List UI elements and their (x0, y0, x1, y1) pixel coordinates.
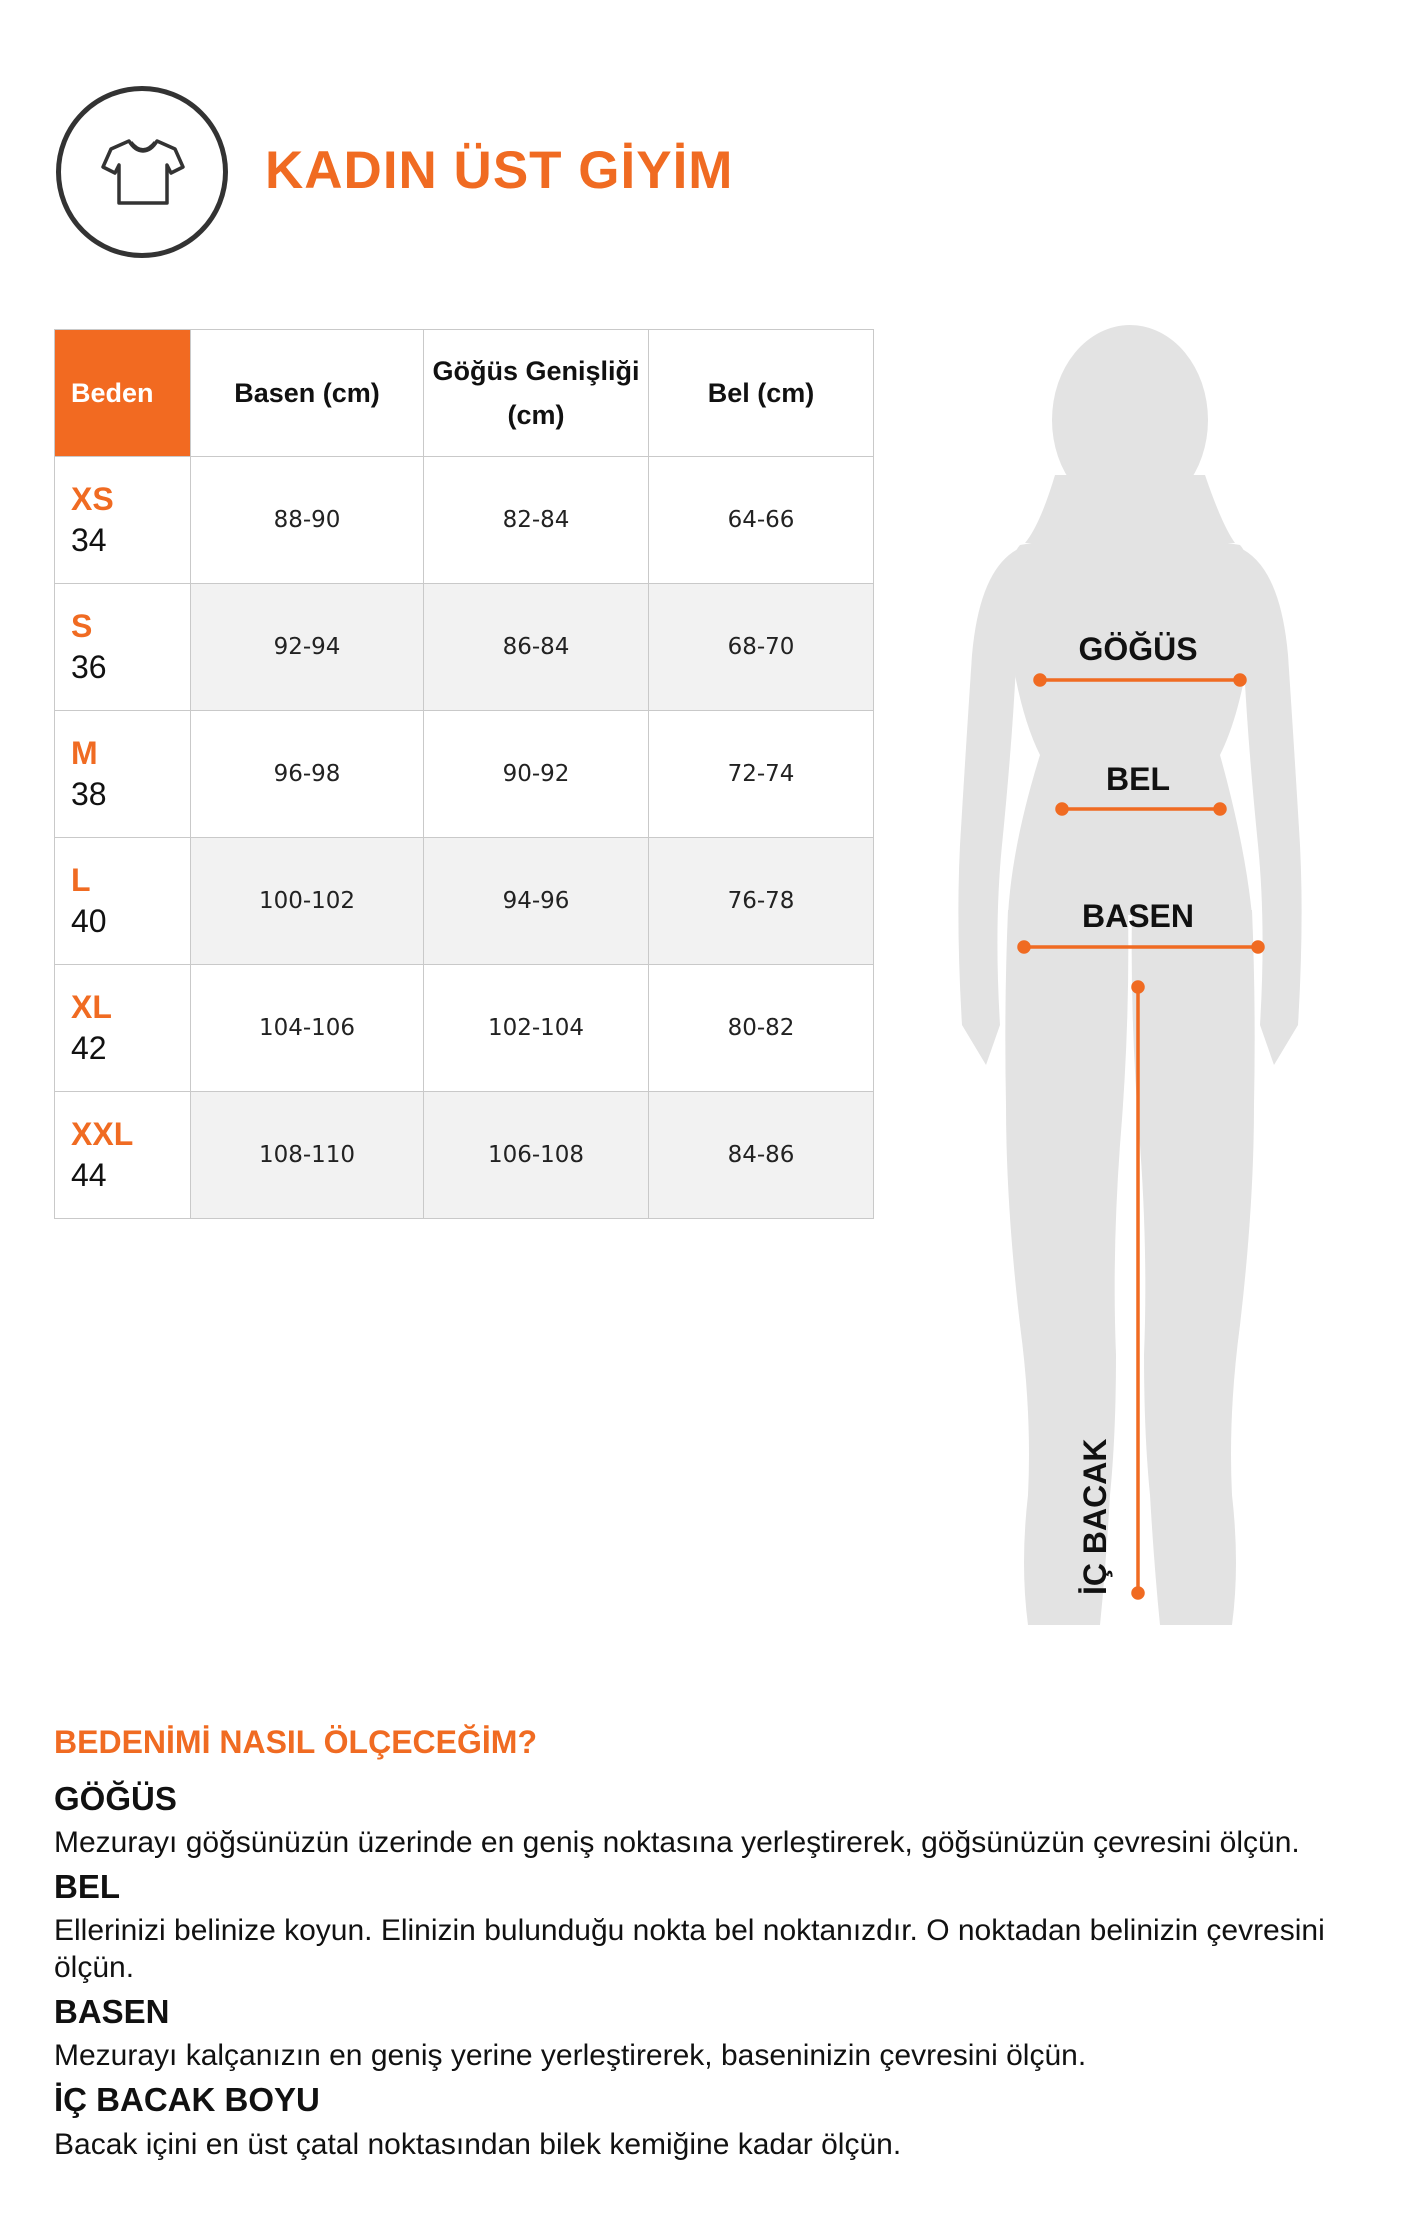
inseam-section-title: İÇ BACAK BOYU (54, 2081, 320, 2118)
header-chest (424, 330, 649, 457)
chest-value: 82-84 (424, 457, 649, 584)
hip-value: 100-102 (191, 838, 424, 965)
inseam-line-end (1133, 982, 1143, 992)
chest-line-end (1235, 675, 1245, 685)
size-cell (55, 965, 191, 1092)
hip-value: 104-106 (191, 965, 424, 1092)
hip-section-title: BASEN (54, 1993, 170, 2030)
waist-section-title: BEL (54, 1868, 120, 1905)
chest-value: 86-84 (424, 584, 649, 711)
size-code: S (71, 608, 93, 644)
waist-value: 68-70 (649, 584, 874, 711)
size-chart-table (54, 329, 874, 1219)
header-chest-line1: Göğüs Genişliği (432, 356, 640, 386)
hip-value: 92-94 (191, 584, 424, 711)
inseam-section-text: Bacak içini en üst çatal noktasından bilek kemiğine kadar ölçün. (54, 2128, 902, 2161)
header-chest-line2: (cm) (507, 400, 565, 430)
waist-label: BEL (1106, 761, 1170, 797)
header-waist: Bel (cm) (649, 330, 874, 457)
size-cell (55, 457, 191, 584)
size-code: M (71, 735, 98, 771)
inseam-label: İÇ BACAK (1077, 1438, 1113, 1595)
size-code: XS (71, 481, 114, 517)
waist-value: 64-66 (649, 457, 874, 584)
waist-value: 76-78 (649, 838, 874, 965)
waist-section-text: Ellerinizi belinize koyun. Elinizin bulunduğu nokta bel noktanızdır. O noktadan belinizin çevresini ölçün. (54, 1914, 1325, 1984)
header-hip: Basen (cm) (191, 330, 424, 457)
table-header-row (55, 330, 874, 457)
table-row (55, 965, 874, 1092)
chest-section-text: Mezurayı göğsünüzün üzerinde en geniş noktasına yerleştirerek, göğsünüzün çevresini ölçün. (54, 1826, 1300, 1859)
size-code: XXL (71, 1116, 134, 1152)
waist-value: 80-82 (649, 965, 874, 1092)
size-cell (55, 1092, 191, 1219)
waist-value: 72-74 (649, 711, 874, 838)
table-row (55, 711, 874, 838)
chest-section-title: GÖĞÜS (54, 1780, 177, 1817)
header-size: Beden (55, 330, 191, 457)
table-row (55, 1092, 874, 1219)
chest-value: 90-92 (424, 711, 649, 838)
hip-line-end (1019, 942, 1029, 952)
waist-line-end (1057, 804, 1067, 814)
size-number: 34 (71, 522, 107, 558)
size-number: 44 (71, 1157, 107, 1193)
hip-value: 88-90 (191, 457, 424, 584)
inseam-line-end (1133, 1588, 1143, 1598)
page-title: KADIN ÜST GİYİM (265, 141, 734, 200)
waist-value: 84-86 (649, 1092, 874, 1219)
size-number: 36 (71, 649, 107, 685)
hip-label: BASEN (1081, 898, 1195, 934)
table-row (55, 838, 874, 965)
hip-section-text: Mezurayı kalçanızın en geniş yerine yerleştirerek, baseninizin çevresini ölçün. (54, 2039, 1087, 2072)
size-cell (55, 584, 191, 711)
size-number: 42 (71, 1030, 107, 1066)
body-silhouette (958, 325, 1301, 1625)
tshirt-icon (101, 135, 185, 209)
size-cell (55, 711, 191, 838)
table-row (55, 584, 874, 711)
size-number: 40 (71, 903, 107, 939)
size-cell (55, 838, 191, 965)
size-code: XL (71, 989, 112, 1025)
chest-value: 102-104 (424, 965, 649, 1092)
guide-heading: BEDENİMİ NASIL ÖLÇECEĞİM? (54, 1724, 537, 1760)
chest-label: GÖĞÜS (1078, 631, 1198, 667)
chest-value: 106-108 (424, 1092, 649, 1219)
table-row (55, 457, 874, 584)
logo-badge (56, 86, 228, 258)
hip-value: 108-110 (191, 1092, 424, 1219)
hip-value: 96-98 (191, 711, 424, 838)
chest-value: 94-96 (424, 838, 649, 965)
waist-line-end (1215, 804, 1225, 814)
hip-line-end (1253, 942, 1263, 952)
body-measurement-figure (940, 325, 1320, 1625)
size-code: L (71, 862, 91, 898)
size-number: 38 (71, 776, 107, 812)
chest-line-end (1035, 675, 1045, 685)
